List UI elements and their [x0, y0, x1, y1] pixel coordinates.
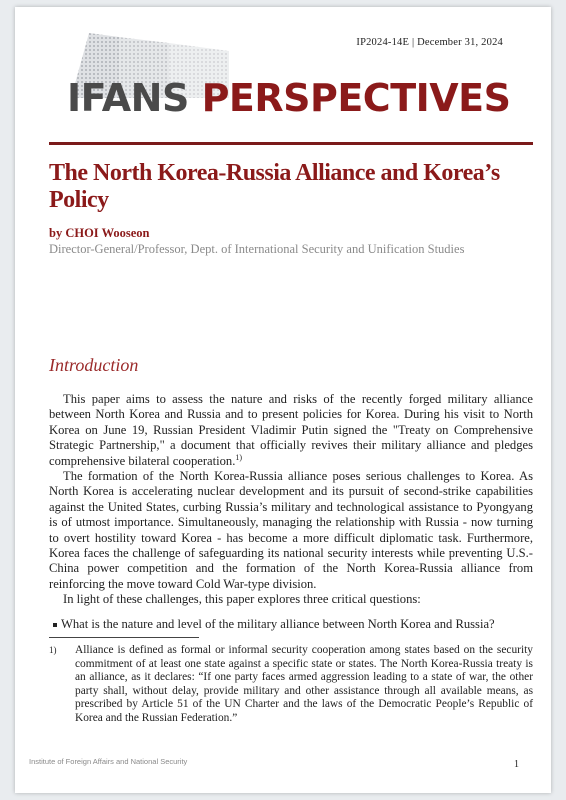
footnote-text: Alliance is defined as formal or informal security cooperation among states based on the security commitment of at least one state against a specific state or states. The North Korea-Russia treaty is an alliance, as it declares: “If one party faces armed aggression leading to a state of war, the other party shall, without delay, provide military and other assistance through all available means, as prescribed by Article 51 of the UN Charter and the laws of the Democratic People’s Republic of Korea and the Russian Federation.” [75, 644, 533, 724]
page-number: 1 [514, 759, 519, 770]
footnote-ref[interactable]: 1) [235, 452, 243, 462]
body-text [49, 392, 533, 608]
list-item-text: What is the nature and level of the military alliance between North Korea and Russia? [61, 617, 495, 631]
author-byline: by CHOI Wooseon [49, 226, 150, 240]
section-heading: Introduction [49, 355, 139, 375]
header-rule [49, 142, 533, 145]
footer-institute: Institute of Foreign Affairs and National Security [29, 757, 188, 766]
list-item [53, 617, 537, 632]
banner-word-perspectives: PERSPECTIVES [201, 76, 511, 120]
paragraph: The formation of the North Korea-Russia alliance poses serious challenges to Korea. As North Korea is accelerating nuclear development and its pursuit of second-strike capabilities against the United States, curbing Russia’s military and technological assistance to Pyongyang is of utmost importance. Simultaneously, managing the relationship with Russia - now turning to overt hostility toward Korea - has become a more difficult diplomatic task. Furthermore, Korea faces the challenge of safeguarding its national security interests while preventing U.S.-China power competition and the formation of the North Korea-Russia alliance from reinforcing the move toward Cold War-type division. [49, 469, 533, 591]
article-title: The North Korea-Russia Alliance and Korea’s Policy [49, 160, 500, 213]
paragraph: In light of these challenges, this paper explores three critical questions: [63, 592, 421, 607]
banner-word-ifans: IFANS [67, 76, 189, 120]
paragraph [49, 392, 533, 469]
paragraph-text: This paper aims to assess the nature and risks of the recently forged military alliance between North Korea and Russia and to present policies for Korea. During his visit to North Korea on June 19, Russian President Vladimir Putin signed the "Treaty on Comprehensive Strategic Partnership," a document that officially revives their military alliance and pledges comprehensive bilateral cooperation. [49, 392, 533, 468]
bullet-icon [53, 623, 57, 627]
footnote [49, 644, 533, 726]
document-reference: IP2024-14E | December 31, 2024 [356, 37, 503, 48]
banner-title [67, 76, 511, 120]
author-affiliation: Director-General/Professor, Dept. of International Security and Unification Studies [49, 242, 465, 256]
ifans-perspectives-banner [49, 33, 509, 133]
footnote-divider [49, 637, 199, 638]
footnote-number: 1) [49, 645, 57, 655]
document-page [15, 7, 551, 793]
